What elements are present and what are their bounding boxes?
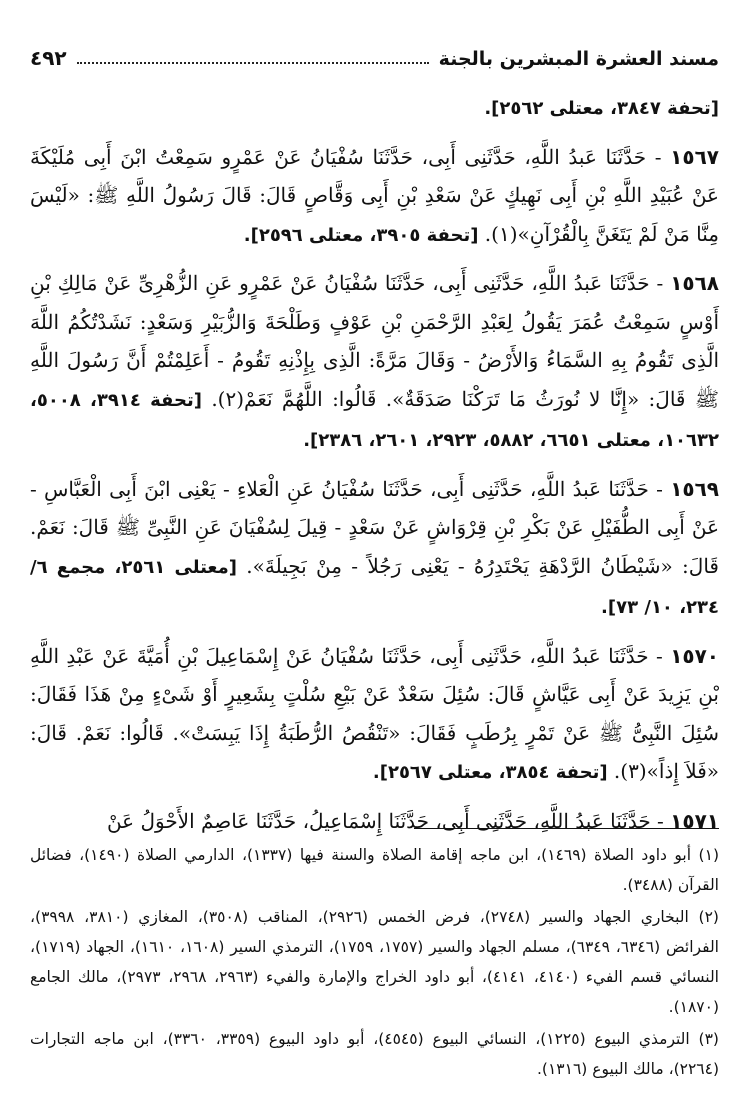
footnote-3 <box>30 1024 719 1084</box>
carryover-reference <box>30 88 719 129</box>
hadith-1568 <box>30 264 719 461</box>
hadith-number: ١٥٦٨ <box>670 271 720 295</box>
footnote-marker: (٣) <box>698 1030 719 1048</box>
hadith-reference: [معتلى ٢٥٦١، مجمع ٦/ ٢٣٤، ١٠/ ٧٣]. <box>30 556 719 618</box>
hadith-text: - حَدَّثَنَا عَبدُ اللَّهِ، حَدَّثَنِى أَبِى، حَدَّثَنَا سُفْيَانُ عَنْ عَمْرٍو عَنِ الزُّهْرِىِّ عَنْ مَالِكِ بْنِ أَوْسٍ سَمِعْتُ عُمَرَ يَقُولُ لِعَبْدِ الرَّحْمَنِ بْنِ عَوْفٍ وَطَلْحَةَ وَالزُّبَيْرِ وَسَعْدٍ: نَشَدْتُكُمُ اللَّهَ الَّذِى تَقُومُ بِهِ السَّمَاءُ وَالأَرْضُ - وَقَالَ مَرَّةً: الَّذِى بِإِذْنِهِ تَقُومُ - أَعَلِمْتُمْ أَنَّ رَسُولَ اللَّهِ ﷺ قَالَ: «إِنَّا لا نُورَثُ مَا تَرَكْنَا صَدَقَةٌ». قَالُوا: اللَّهُمَّ نَعَمْ(٢). <box>30 271 719 411</box>
footnote-marker: (٢) <box>698 908 719 926</box>
page-number: ٤٩٢ <box>30 46 67 70</box>
running-title: مسند العشرة المبشرين بالجنة <box>438 48 719 70</box>
footnote-marker: (١) <box>698 846 719 864</box>
hadith-1567 <box>30 138 719 256</box>
hadith-text: - حَدَّثَنَا عَبدُ اللَّهِ، حَدَّثَنِى أَبِى، حَدَّثَنَا سُفْيَانُ عَنِ الْعَلاءِ - يَعْنِى ابْنَ أَبِى الْعَبَّاسِ - عَنْ أَبِى الطُّفَيْلِ عَنْ بَكْرِ بْنِ قِرْوَاشٍ عَنْ سَعْدٍ - قِيلَ لِسُفْيَانَ عَنِ النَّبِىِّ ﷺ قَالَ: نَعَمْ. قَالَ: «شَيْطَانُ الرَّدْهَةِ يَحْتَدِرُهُ - يَعْنِى رَجُلاً - مِنْ بَجِيلَةَ». <box>30 476 719 578</box>
page-header <box>30 32 719 72</box>
hadith-reference: [تحفة ٣٨٥٤، معتلى ٢٥٦٧]. <box>372 762 608 783</box>
footnote-divider <box>414 828 719 829</box>
hadith-reference: [تحفة ٣٩١٤، ٥٠٠٨، ١٠٦٣٢، معتلى ٦٦٥١، ٥٨٨٢، ٢٩٢٣، ٢٦٠١، ٢٣٨٦]. <box>30 389 719 451</box>
carryover-reference-text: [تحفة ٣٨٤٧، معتلى ٢٥٦٢]. <box>484 98 719 119</box>
hadith-text: - حَدَّثَنَا عَبدُ اللَّهِ، حَدَّثَنِى أَبِى، حَدَّثَنَا إِسْمَاعِيلُ، حَدَّثَنَا عَاصِمٌ الأَحْوَلُ عَنْ <box>106 808 664 833</box>
hadith-1569 <box>30 470 719 628</box>
footnote-2 <box>30 902 719 1022</box>
footnote-text: الترمذي البيوع (١٢٢٥)، النسائي البيوع (٤٥٤٥)، أبو داود البيوع (٣٣٥٩، ٣٣٦٠)، ابن ماجه التجارات (٢٢٦٤)، مالك البيوع (١٣١٦). <box>30 1030 719 1078</box>
hadith-number: ١٥٧١ <box>670 808 719 833</box>
footnotes <box>30 840 719 1086</box>
hadith-text: - حَدَّثَنَا عَبدُ اللَّهِ، حَدَّثَنِى أَبِى، حَدَّثَنَا سُفْيَانُ عَنْ عَمْرٍو سَمِعْتُ ابْنَ أَبِى مُلَيْكَةَ عَنْ عُبَيْدِ اللَّهِ بْنِ أَبِى نَهِيكٍ عَنْ سَعْدِ بْنِ أَبِى وَقَّاصٍ قَالَ: قَالَ رَسُولُ اللَّهِ ﷺ: «لَيْسَ مِنَّا مَنْ لَمْ يَتَغَنَّ بِالْقُرْآنِ»(١). <box>30 144 719 246</box>
footnote-text: أبو داود الصلاة (١٤٦٩)، ابن ماجه إقامة الصلاة والسنة فيها (١٣٣٧)، الدارمي الصلاة (١٤٩٠)، فضائل القرآن (٣٤٨٨). <box>30 846 719 894</box>
hadith-1571 <box>30 802 719 841</box>
hadith-text: - حَدَّثَنَا عَبدُ اللَّهِ، حَدَّثَنِى أَبِى، حَدَّثَنَا سُفْيَانُ عَنْ إِسْمَاعِيلَ بْنِ أُمَيَّةَ عَنْ عَبْدِ اللَّهِ بْنِ يَزِيدَ عَنْ أَبِى عَيَّاشٍ قَالَ: سُئِلَ سَعْدٌ عَنْ بَيْعِ سُلْتٍ بِشَعِيرٍ أَوْ شَىْءٍ مِنْ هَذَا فَقَالَ: سُئِلَ النَّبِىُّ ﷺ عَنْ تَمْرٍ بِرُطَبٍ فَقَالَ: «تَنْقُصُ الرُّطَبَةُ إِذَا يَبِسَتْ». قَالُوا: نَعَمْ. قَالَ: «فَلاَ إِذاً»(٣). <box>30 643 719 783</box>
hadith-number: ١٥٦٧ <box>670 144 719 169</box>
dotted-leader <box>77 62 429 64</box>
hadith-number: ١٥٧٠ <box>670 643 720 668</box>
hadith-number: ١٥٦٩ <box>670 476 720 501</box>
hadith-1570 <box>30 637 719 793</box>
footnote-1 <box>30 840 719 900</box>
hadith-reference: [تحفة ٣٩٠٥، معتلى ٢٥٩٦]. <box>243 224 479 246</box>
footnote-text: البخاري الجهاد والسير (٢٧٤٨)، فرض الخمس (٢٩٢٦)، المناقب (٣٥٠٨)، المغازي (٣٨١٠، ٣٩٩٨)، الفرائض (٦٣٤٦، ٦٣٤٩)، مسلم الجهاد والسير (١٧٥٧، ١٧٥٩)، الترمذي السير (١٦٠٨، ١٦١٠)، الجهاد (١٧١٩)، النسائي قسم الفيء (٤١٤٠، ٤١٤١)، أبو داود الخراج والإمارة والفيء (٢٩٦٣، ٢٩٦٨، ٢٩٧٣)، مالك الجامع (١٨٧٠). <box>30 908 719 1016</box>
main-text <box>30 88 719 840</box>
